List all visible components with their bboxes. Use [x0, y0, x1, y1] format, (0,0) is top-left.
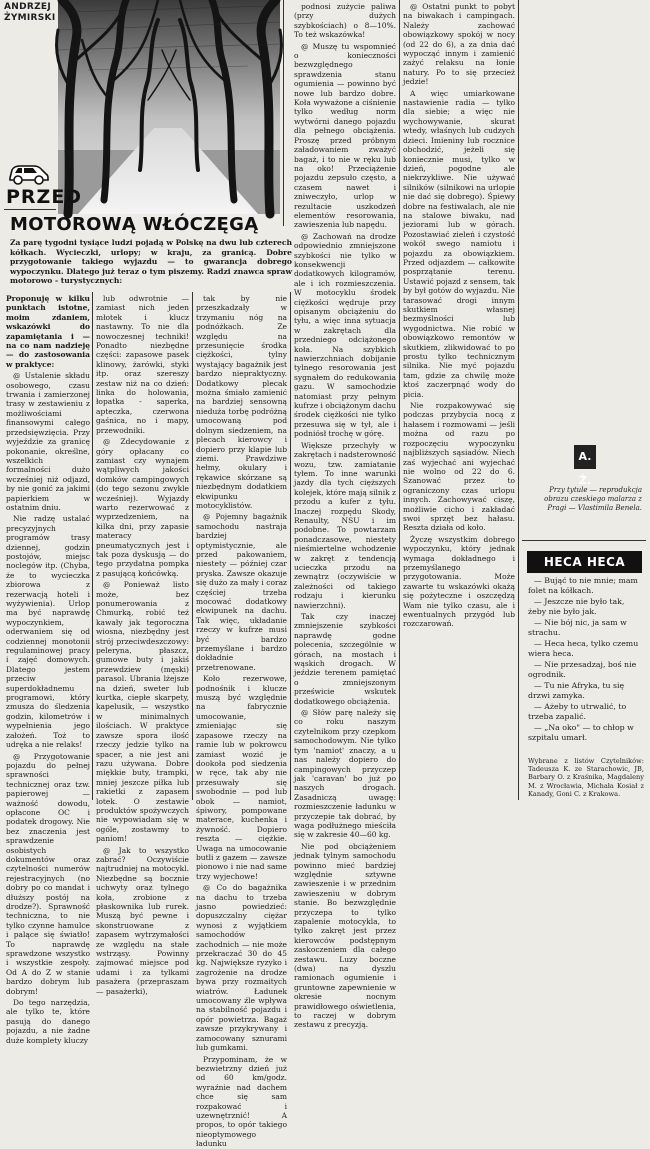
list-item: — Nie przesadzaj, boś nie ogrodnik. — [528, 660, 637, 679]
column-rule — [283, 0, 284, 226]
paragraph: Do tego narzędzia, ale tylko te, które pasują do danego pojazdu, a nie żadne duże komplety kluczy — [6, 998, 90, 1045]
column-rule — [290, 292, 291, 800]
paragraph: @ Ostatni punkt to pobyt na biwakach i campingach. Należy zachować obowiązkowy spokój w nocy (od 22 do 6), a za dnia dać wypocząć innym i zamienić zażyć relaksu na łonie natury. Po to się przecież jedzie! — [403, 2, 515, 87]
list-item: — Bująć to nie mnie; mam folet na kółkach. — [528, 576, 638, 595]
list-item: — Heca heca, tylko czemu wiera heca. — [528, 639, 639, 658]
paragraph: @ Słów parę należy się co roku naszym czytelnikom przy czepkom samochodowym. Nie tylko tym 'namiot' znaczy, a u nas należy dopiero do campingowych przyczep jak 'caravan' bo już po naszych drogach. Zasadniczą uwagę: rozmieszczenie ładunku w przyczepie tak dobrać, by waga podłużnego mieściła się w zakresie 40—60 kg. — [294, 708, 396, 840]
headline: MOTOROWĄ WŁÓCZĘGĄ — [10, 214, 259, 235]
divider — [4, 209, 56, 210]
paragraph: @ Pojemny bagażnik samochodu nastraja bardziej optymistycznie, ale przed pakowaniem, niestety — później czar pryska. Zawsze okazuje się dużo za mały i coraz częściej trzeba mocować dodatkowy ekwipunek na dachu. Tak więc, układanie rzeczy w kufrze musi być bardzo przemyślane i bardzo dokładnie przetrenowane. — [196, 512, 287, 672]
paragraph: Nie pod obciążeniem jednak tylnym samochodu powinno mieć bardziej względnie sztywne zawieszenie i w przednim zawieszeniu w dobrym stanie. Bo bezwzględnie przyczepa to tylko zapalenie motocykla, to tylko zakręt jest przez kierowców podstępnym zaskoczeniem dla całego zestawu. Luzy boczne (dwa) na dyszlu ramionach ogumienie i gruntowne zapewnienie w okresie nocnym prawidłowego oświetlenia, to raczej w dobrym zestawu z precyzją. — [294, 841, 396, 1030]
author-initials-badge: A. Ż. — [574, 445, 596, 469]
sidebar-title: HECA HECA — [527, 551, 642, 573]
paragraph: lub odwrotnie — zamiast nich jeden młotek i klucz nastawny. To nie dla nowoczesnej techniki! Ponadto niezbędne części: zapasowe pasek klinowy, żarówki, styki itp. oraz szereszy zestaw niż na co dzień: linka do holowania, łopatka - saperka, apteczka, czerwona gaśnica, no i mapy, przewodniki. — [96, 294, 189, 435]
sidebar-jokes-list — [528, 576, 644, 744]
paragraph: Życzę wszystkim dobrego wypoczynku, który jednak wymaga dokładnego i przemyślanego przygotowania. Może zawarte tu wskazówki okażą się pożyteczne i oszczędzą Wam nie tylko czasu, ale i ewentualnych przygód lub rozczarowań. — [403, 534, 515, 629]
paragraph: Tak czy inaczej zmniejszenie szybkości naprawdę godne polecenia, szczególnie w górach, na mostach i wąskich drogach. W jeździe terenem pamiętać o zmniejszonym prześwicie wskutek dodatkowego obciążenia. — [294, 612, 396, 706]
paragraph: @ Ustalenie składu osobowego, czasu trwania i zamierzonej trasy w zestawieniu z możliwościami finansowymi całego przedsięwzięcia. Przy wyjeździe za granicę pokonanie, określne, wszelkich formalności dużo wcześniej niż odjazd, by nie gonić za jakimi papierkiem w ostatnim dniu. — [6, 371, 90, 512]
paragraph: Proponuję w kilku punktach istotne, moim zdaniem, wskazówki do zapamiętania i — na co nam nadzieję — do zastosowania w praktyce: — [6, 294, 90, 369]
column-rule — [92, 292, 93, 800]
paragraph: Nie rozpakowywać się podczas przybycia nocą z hałasem i rozmowami — jeśli można od razu po rozpoczęciu wypoczynku najbliższych sąsiadów. Niech zaś wyjechać ani wyjechać nie wolno od 22 do 6. Szanować przez to ograniczony czas urlopu innych. Zachowywać ciszę, możliwie cicho i zakładać swoi sprzęt bez hałasu. Reszta działa od koło. — [403, 401, 515, 533]
paragraph: Nie radzę ustalać precyzyjnych programów trasy dziennej, godzin postojów, miejsc noclegów itp. (Chyba, że to wycieczka zbiorowa z rezerwacją hoteli i wyżywienia). Urlop ma być naprawdę wypoczynkiem, oderwaniem się od codziennej monotonii regulaminowej pracy i zajęć domowych. Dlatego jestem przeciw superdokładnemu programowi, który zmusza do śledzenia godzin, kilometrów i wypełnienia jego założeń. Toż to udręka a nie relaks! — [6, 514, 90, 750]
article-column-3 — [196, 294, 287, 1149]
paragraph: @ Zdecydowanie z góry opłacany co zamiast czy wynajem wątpliwych jakości domków campingowych (do tego sezonu zwykle wcześniej). Wyjazdy warto rezerwować z wyprzedzeniem, na kilka dni, przy zapasie materacy pneumatycznych jest i tak poza dyskusją — do tego przydatna pompka z pasującą końcówką. — [96, 437, 189, 578]
author-name — [4, 2, 55, 24]
author-last-name: ŻYMIRSKI — [4, 13, 56, 23]
article-column-4 — [294, 2, 396, 1030]
list-item: — Jeszcze nie było tak, żeby nie było jak. — [528, 597, 625, 616]
paragraph: @ Przygotowanie pojazdu do pełnej sprawności technicznej oraz tzw. papierowej — ważność dowodu, opłacone OC i podatek drogowy. Nie bez znaczenia jest sprawdzenie osobistych dokumentów oraz czytelności numerów rejestracyjnych (no dobry po co mandat i dłuższy postój na drodze?). Sprawność techniczna, to nie tylko czynne hamulce i palące się światło! To naprawdę sprawdzone wszystko i wszystkie zespoły. Od A do Z w stanie bardzo dobrym lub dobrym! — [6, 751, 90, 996]
paragraph: Przypominam, że w bezwietrzny dzień już od 60 km/godz. wyraźnie nad dachem chce się sam rozpakować i uzewnętrznić! A propos, to opór takiego nieoptymowego ładunku — [196, 1054, 287, 1149]
paragraph: tak by nie przeszkadzały w trzymaniu nóg na podnóżkach. Ze względu na przesunięcie środka ciężkości, tylny wystający bagażnik jest bardzo niepraktyczny. Dodatkowy plecak można śmiało zamienić na bardziej sensowną nieduża torbę podróżną umocowaną pod dolnym siedzeniem, na plecach kierowcy i dopiero przy klapie lub ziemi. Prawdziwe hełmy, okulary i rękawice skórzane są niezbędnym dodatkiem ekwipunku motocyklistów. — [196, 294, 287, 510]
list-item: — Tu nie Afryka, tu się drzwi zamyka. — [528, 681, 625, 700]
column-rule — [399, 0, 400, 800]
paragraph: A więc umiarkowane nastawienie radia — tylko dla siebie; a więc nie wychowywanie, skurat wtedy, właśnych lub cudzych dzieci. Imieniny lub rocznice obchodzić, jeżeli się koniecznie musi, tylko w dzień, pogodne ale niekrzykliwe. Nie używać silników (silnikowi na urlopie nie dać się dobrego). Śpiewy dobre na festiwalach, ale nie na stalowe biwaku, nad jeziorami lub w górach. Pozostawiać zieleń i czystość wokół swego namiotu i pojazdu za obowiązkiem. Przed odjazdem — całkowite posprzątanie terenu. Ustawić pojazd z sensem, tak by był gotów do wyjazdu. Nie tarasować drogi innym skutkiem własnej bezmyślności lub wygodnictwa. Nie robić w obowiązkowo remontów w skutkiem, zlikwidować to po prostu tylko technicznym silnika. Nie myć pojazdu tam, gdzie za chwilę może ktoś zaczerpnąć wody do picia. — [403, 88, 515, 399]
column-rule — [192, 292, 193, 800]
photo-caption: Przy tytule — reprodukcja obrazu czeskiego malarza z Pragi — Vlastimila Benela. — [544, 486, 642, 512]
article-column-2 — [96, 294, 189, 996]
paragraph: @ Muszę tu wspomnieć o konieczności bezwzględnego sprawdzenia stanu ogumienia — powinno być nowe lub bardzo dobre. Koła wyważone a ciśnienie tylko według norm wytwórni danego pojazdu dla pełnego obciążenia. Proszę przed próbnym załadowaniem zważyć bagaż, i to nie w ręku lub na oko! Przeciążenie pojazdu zepsuło często, a czasem nawet i zniweczyło, urlop w rezultacie uszkodzeń elementów resorowania, zawieszenia lub napędu. — [294, 41, 396, 230]
column-rule — [518, 0, 519, 800]
paragraph: @ Ponieważ listo może, bez ponumerowania z Chmurką, robić też kawały jak tegoroczna wiosna, niezbędny jest strój przeciwdeszczowy: peleryna, płaszcz, gumowe buty i jakiś przewdziew (męski) parasol. Ubrania lżejsze na dzień, sweter lub kurtka, ciepłe skarpety, kapelusik, — wszystko w minimalnych ilościach. W praktyce zawsze spora ilość rzeczy jedzie tylko na spacer, a nie jest ani razu używana. Dobre miękkie buty, trampki, mniej jeszcze piłka lub rakietki z zapasem lotek. O zestawie produktów spożywczych nie wypowiadam się w ogóle, zostawmy to paniom! — [96, 580, 189, 844]
article-column-5 — [403, 2, 515, 629]
article-column-1 — [6, 294, 90, 1045]
list-item: — „Na oko" — to chłop w szpitalu umarł. — [528, 723, 634, 742]
sidebar-credit: Wybrane z listów Czytelników: Tadeusza K. ze Starachowic, JB, Barbary O. z Kraśnika, Magdaleny M. z Wrocławia, Michała Kosiał z Kanady, Goni C. z Krakowa. — [528, 757, 644, 798]
paragraph: @ Zachowań na drodze odpowiednio zmniejszone szybkości nie tylko w konsekwencji dodatkowych kilogramów, ale i ich rozmieszczenia. W motocyklu środek ciężkości wędruje przy opisanym obciążeniu do tyłu, a więc inna sytuacja w zakrętach dla przedniego odciążonego koła. Na szybkich nawierzchniach dobijanie tylnego resorowania jest sygnałem do redukowania gazu. W samochodzie natomiast przy pełnym kufrze i obciążonym dachu środek ciężkości nie tylko przesuwa się w tył, ale i podniósł trochę w górę. — [294, 231, 396, 439]
lead-paragraph: Za parę tygodni tysiące ludzi pojadą w Polskę na dwu lub czterech kółkach. Wycieczki, urlopy; w kraju, za granicą. Dobre przygotowanie takiego wyjazdu — to gwarancja dobrego wypoczynku. Dlatego już teraz o tym piszemy. Radzi znawca spraw motorowo - turystycznych: — [10, 238, 292, 286]
paragraph: podnosi zużycie paliwa (przy dużych szybkościach) o 8—10%. To też wskazówka! — [294, 2, 396, 40]
painting-reproduction — [58, 0, 280, 214]
paragraph: @ Jak to wszystko zabrać? Oczywiście najtrudniej na motocykl. Niezbędne są bocznie uchwyty oraz tylnego koła, zrobione z płaskownika lub rurek. Muszą być pewne i skonstruowane z zapasem wytrzymałości ze względu na stałe wstrząsy. Powinny zajmować miejsce pod udami i za tylkami pasażera (przepraszam — pasażerki), — [96, 845, 189, 996]
paragraph: Większe przechyły w zakrętach i nadsterowność wozu, tzw. zamiatanie tyłem. To inne warunki jazdy dla tych cięższych kolejek, które mają silnik z przodu a kufer z tyłu. Inaczej rozpędu Skody, Renaulty, NSU i im podobne. To powtarzam ponadczasowe, niestety nieśmiertelne wchodzenie w zakręt z tendencją ucieczka przodu na zewnątrz (oczywiście w zależności od takiego rodzaju i kierunku nawierzchni). — [294, 440, 396, 610]
list-item: — Ażeby to utrwalić, to trzeba zapalić. — [528, 702, 627, 721]
divider — [522, 540, 646, 541]
author-first-name: ANDRZEJ — [4, 2, 52, 12]
section-label: PRZED — [6, 186, 83, 208]
paragraph: Koło rezerwowe, podnośnik i klucze muszą być względnie na fabrycznie umocowanie, zmieniając się zapasowe rzeczy na ramie lub w pokrowcu zamiast wozić je dookoła pod siedzenia w ręce, tak aby nie przesuwały się swobodnie — pod lub obok — namiot, śpiwory, pompowane materace, kuchenka i żywność. Dopiero reszta — ciężkie. Uwaga na umocowanie butli z gazem — zawsze pionowo i nie nad same trzy wyjechowe! — [196, 674, 287, 881]
list-item: — Nie bój nic, ja sam w strachu. — [528, 618, 627, 637]
paragraph: @ Co do bagażnika na dachu to trzeba jasno powiedzieć: dopuszczalny ciężar wynosi z wyjątkiem samochodów zachodnich — nie może przekraczać 30 do 45 kg. Największe ryzyko i zagrożenie na drodze bywa przy rozmaitych wiatrów. Ładunek umocowany źle wpływa na stabilność pojazdu i opór powietrza. Bagaż zawsze przykrywany i zamocowany sznurami lub gumkami. — [196, 883, 287, 1053]
car-logo-icon — [6, 160, 50, 186]
